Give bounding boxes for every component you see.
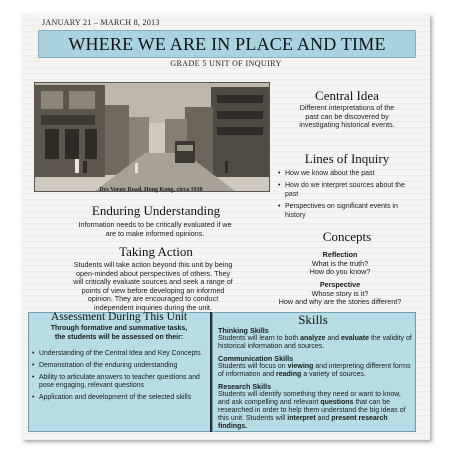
- list-item: • Application and development of the selected skills: [32, 394, 206, 402]
- taking-action-line: opinion. They are encouraged to conduct: [87, 294, 219, 304]
- title-banner: [38, 30, 416, 58]
- reflection-line: What is the truth?: [311, 258, 369, 268]
- enduring-understanding-text: [36, 221, 274, 238]
- thinking-skills: [218, 326, 414, 351]
- skills-heading: Skills: [298, 312, 328, 327]
- central-idea-line: Different interpretations of the: [299, 103, 395, 112]
- assessment-list: [32, 350, 206, 402]
- reflection-line: How do you know?: [309, 267, 371, 277]
- taking-action-line: points of view before developing an informed: [81, 285, 225, 295]
- list-item: • How we know about the past: [278, 170, 418, 178]
- enduring-understanding-heading: Enduring Understanding: [91, 203, 221, 218]
- taking-action-line: Students will take action beyond this unit by being: [73, 260, 233, 269]
- page-title: WHERE WE ARE IN PLACE AND TIME: [68, 33, 386, 54]
- perspective-line: Whose story is it?: [311, 288, 369, 298]
- list-item: • Demonstration of the enduring understanding: [32, 362, 206, 370]
- thinking-skills-text: Students will learn to both analyze and evaluate the validity of historical information and sources.: [218, 335, 412, 350]
- central-idea-heading: Central Idea: [315, 88, 379, 103]
- lines-of-inquiry-list: [278, 170, 418, 220]
- taking-action-heading: Taking Action: [119, 244, 193, 259]
- communication-skills: [218, 354, 414, 379]
- taking-action-text: [32, 261, 274, 313]
- enduring-line: Information needs to be critically evaluated if we: [78, 220, 232, 229]
- concepts-perspective: [252, 281, 428, 307]
- perspective-line: How and why are the stories different?: [278, 297, 402, 307]
- central-idea-line: investigating historical events.: [299, 120, 395, 130]
- central-idea-line: past can be discovered by: [305, 111, 389, 121]
- taking-action-line: independent inquiries during the unit.: [94, 302, 212, 312]
- assessment-intro: [30, 325, 208, 342]
- concepts-reflection: [252, 251, 428, 277]
- skills-content: [218, 326, 414, 434]
- page-subtitle: GRADE 5 UNIT OF INQUIRY: [170, 59, 282, 68]
- photo-caption: Des Voeux Road, Hong Kong, circa 1930: [99, 187, 203, 193]
- communication-skills-title: Communication Skills: [218, 354, 294, 363]
- taking-action-line: will critically evaluate sources and seek a range of: [73, 277, 233, 287]
- communication-skills-text: Students will focus on viewing and interpreting different forms of information and reading a variety of sources.: [218, 363, 411, 378]
- historical-photo: [34, 82, 270, 192]
- research-skills-text: Students will identify something they need or want to know, and ask compelling and relevant questions that can be researched in order to help them understand the big ideas of this unit. Students will interpret and present research findings.: [218, 391, 406, 430]
- street-photo-illustration: [35, 83, 269, 191]
- enduring-line: are to make informed opinions.: [105, 228, 205, 238]
- assessment-intro-line: the students will be assessed on their:: [54, 333, 184, 341]
- list-item: • Ability to articulate answers to teacher questions and pose engaging, relevant questions: [32, 374, 206, 390]
- research-skills: [218, 382, 414, 431]
- thinking-skills-title: Thinking Skills: [218, 326, 269, 335]
- lines-of-inquiry-heading: Lines of Inquiry: [304, 151, 390, 166]
- perspective-label: Perspective: [319, 280, 361, 289]
- central-idea-text: [272, 104, 422, 130]
- assessment-intro-line: Through formative and summative tasks,: [50, 325, 188, 332]
- assessment-heading: Assessment During This Unit: [50, 311, 188, 323]
- list-item: • How do we interpret sources about the past: [278, 182, 418, 199]
- research-skills-title: Research Skills: [218, 382, 272, 391]
- unit-dates: JANUARY 21 – MARCH 8, 2013: [42, 18, 160, 27]
- taking-action-line: open-minded about perspectives of others. They: [75, 268, 231, 278]
- reflection-label: Reflection: [322, 250, 358, 259]
- list-item: • Understanding of the Central Idea and Key Concepts: [32, 350, 206, 358]
- list-item: • Perspectives on significant events in history: [278, 203, 418, 220]
- concepts-heading: Concepts: [322, 229, 372, 244]
